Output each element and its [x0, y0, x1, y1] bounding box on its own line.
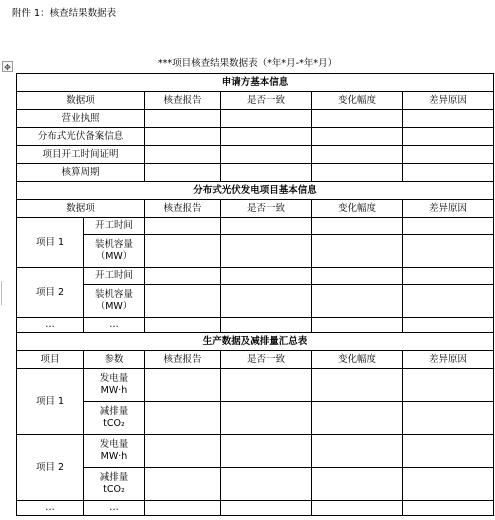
- row-label: 营业执照: [17, 110, 145, 128]
- cell-consistent[interactable]: [221, 110, 312, 128]
- field-capacity: [84, 235, 145, 268]
- ellipsis: …: [17, 318, 84, 333]
- verification-table: [16, 73, 494, 516]
- cell-consistent[interactable]: [221, 501, 312, 516]
- cell-reason[interactable]: [403, 318, 494, 333]
- cell-reason[interactable]: [403, 468, 494, 501]
- cell-consistent[interactable]: [221, 235, 312, 268]
- row-label: 项目开工时间证明: [17, 146, 145, 164]
- field-capacity: [84, 285, 145, 318]
- cell-consistent[interactable]: [221, 128, 312, 146]
- project-name: 项目 1: [17, 369, 84, 435]
- document-title: ***项目核查结果数据表（*年*月-*年*月）: [157, 58, 338, 69]
- section-title-production: 生产数据及减排量汇总表: [17, 333, 494, 351]
- table-row: [17, 285, 494, 318]
- section-title-applicant: 申请方基本信息: [17, 74, 494, 92]
- cell-variation[interactable]: [312, 268, 403, 285]
- cell-variation[interactable]: [312, 235, 403, 268]
- cell-check-report[interactable]: [145, 235, 221, 268]
- cell-check-report[interactable]: [145, 369, 221, 402]
- table-row: [17, 268, 494, 285]
- header-consistent: 是否一致: [221, 200, 312, 218]
- cell-variation[interactable]: [312, 164, 403, 182]
- param-label: 发电量: [99, 439, 129, 450]
- cell-consistent[interactable]: [221, 468, 312, 501]
- cell-reason[interactable]: [403, 128, 494, 146]
- header-consistent: 是否一致: [221, 92, 312, 110]
- table-row: [17, 369, 494, 402]
- param-label: 发电量: [99, 373, 129, 384]
- cell-reason[interactable]: [403, 164, 494, 182]
- table-row: [17, 402, 494, 435]
- param-unit: MW·h: [100, 385, 128, 396]
- ellipsis: …: [17, 501, 84, 516]
- cell-variation[interactable]: [312, 435, 403, 468]
- cell-reason[interactable]: [403, 235, 494, 268]
- table-row: [17, 164, 494, 182]
- table-row: [17, 110, 494, 128]
- margin-marker: [1, 281, 5, 305]
- table-row: [17, 468, 494, 501]
- param-reduction: [84, 468, 145, 501]
- table-row: [17, 146, 494, 164]
- ellipsis: …: [84, 501, 145, 516]
- cell-check-report[interactable]: [145, 146, 221, 164]
- header-variation: 变化幅度: [312, 92, 403, 110]
- cell-consistent[interactable]: [221, 218, 312, 235]
- move-icon[interactable]: ✥: [2, 61, 13, 72]
- header-check-report: 核查报告: [145, 92, 221, 110]
- header-data-item: 数据项: [17, 200, 145, 218]
- header-reason: 差异原因: [403, 351, 494, 369]
- cell-check-report[interactable]: [145, 218, 221, 235]
- cell-reason[interactable]: [403, 146, 494, 164]
- row-label: 分布式光伏备案信息: [17, 128, 145, 146]
- cell-check-report[interactable]: [145, 268, 221, 285]
- cell-variation[interactable]: [312, 146, 403, 164]
- cell-variation[interactable]: [312, 285, 403, 318]
- field-start-time: 开工时间: [84, 268, 145, 285]
- header-variation: 变化幅度: [312, 200, 403, 218]
- cell-check-report[interactable]: [145, 402, 221, 435]
- cell-check-report[interactable]: [145, 468, 221, 501]
- row-label: 核算周期: [17, 164, 145, 182]
- cell-reason[interactable]: [403, 501, 494, 516]
- cell-variation[interactable]: [312, 318, 403, 333]
- param-generation: [84, 369, 145, 402]
- cell-variation[interactable]: [312, 402, 403, 435]
- cell-check-report[interactable]: [145, 501, 221, 516]
- cell-reason[interactable]: [403, 268, 494, 285]
- cell-check-report[interactable]: [145, 435, 221, 468]
- table-row: [17, 501, 494, 516]
- cell-consistent[interactable]: [221, 146, 312, 164]
- cell-check-report[interactable]: [145, 128, 221, 146]
- cell-reason[interactable]: [403, 402, 494, 435]
- cell-reason[interactable]: [403, 435, 494, 468]
- header-check-report: 核查报告: [145, 351, 221, 369]
- cell-consistent[interactable]: [221, 318, 312, 333]
- cell-variation[interactable]: [312, 369, 403, 402]
- header-project: 项目: [17, 351, 84, 369]
- header-reason: 差异原因: [403, 200, 494, 218]
- cell-consistent[interactable]: [221, 268, 312, 285]
- cell-reason[interactable]: [403, 218, 494, 235]
- field-capacity-label: 装机容量: [94, 239, 133, 250]
- table-row: [17, 235, 494, 268]
- cell-check-report[interactable]: [145, 164, 221, 182]
- cell-variation[interactable]: [312, 468, 403, 501]
- cell-consistent[interactable]: [221, 369, 312, 402]
- field-start-time: 开工时间: [84, 218, 145, 235]
- header-check-report: 核查报告: [145, 200, 221, 218]
- cell-check-report[interactable]: [145, 110, 221, 128]
- cell-variation[interactable]: [312, 110, 403, 128]
- header-reason: 差异原因: [403, 92, 494, 110]
- param-unit: MW·h: [100, 451, 128, 462]
- cell-consistent[interactable]: [221, 435, 312, 468]
- attachment-label: 附件 1：核查结果数据表: [12, 8, 117, 19]
- cell-reason[interactable]: [403, 369, 494, 402]
- param-unit: tCO₂: [103, 418, 125, 429]
- cell-consistent[interactable]: [221, 285, 312, 318]
- table-row: [17, 218, 494, 235]
- project-name: 项目 2: [17, 268, 84, 318]
- field-capacity-unit: （MW）: [95, 251, 133, 262]
- cell-variation[interactable]: [312, 501, 403, 516]
- table-row: [17, 318, 494, 333]
- cell-consistent[interactable]: [221, 402, 312, 435]
- cell-consistent[interactable]: [221, 164, 312, 182]
- param-label: 减排量: [99, 406, 129, 417]
- cell-variation[interactable]: [312, 218, 403, 235]
- header-param: 参数: [84, 351, 145, 369]
- header-variation: 变化幅度: [312, 351, 403, 369]
- cell-check-report[interactable]: [145, 285, 221, 318]
- header-data-item: 数据项: [17, 92, 145, 110]
- field-capacity-unit: （MW）: [95, 301, 133, 312]
- cell-variation[interactable]: [312, 128, 403, 146]
- param-reduction: [84, 402, 145, 435]
- project-name: 项目 2: [17, 435, 84, 501]
- param-label: 减排量: [99, 472, 129, 483]
- param-generation: [84, 435, 145, 468]
- cell-reason[interactable]: [403, 110, 494, 128]
- param-unit: tCO₂: [103, 484, 125, 495]
- ellipsis: …: [84, 318, 145, 333]
- section-title-pv-info: 分布式光伏发电项目基本信息: [17, 182, 494, 200]
- table-row: [17, 435, 494, 468]
- table-row: [17, 128, 494, 146]
- project-name: 项目 1: [17, 218, 84, 268]
- cell-reason[interactable]: [403, 285, 494, 318]
- cell-check-report[interactable]: [145, 318, 221, 333]
- field-capacity-label: 装机容量: [94, 289, 133, 300]
- header-consistent: 是否一致: [221, 351, 312, 369]
